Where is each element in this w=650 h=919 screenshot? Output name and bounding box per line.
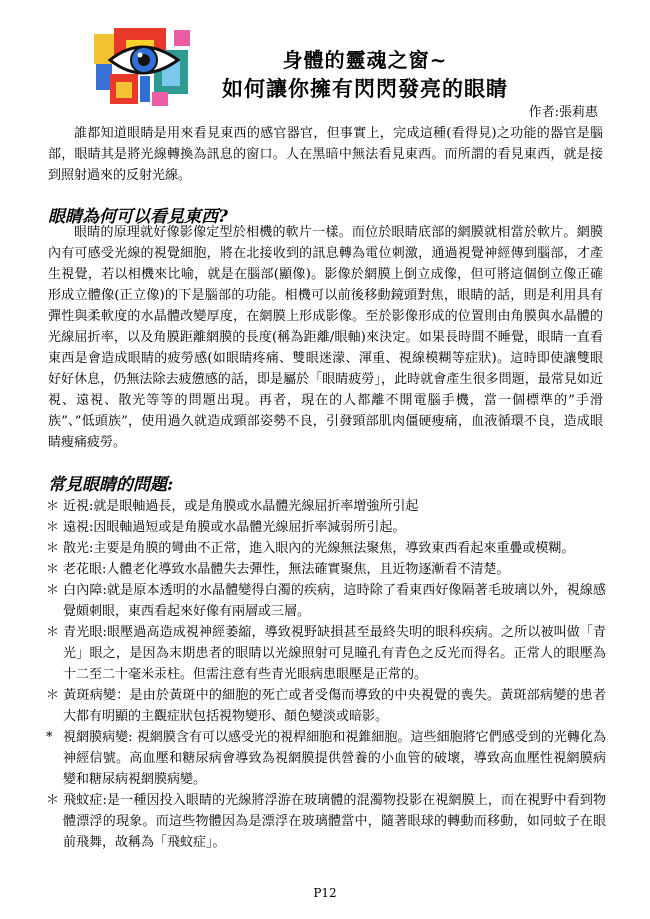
list-item [46,622,606,685]
eye-problem-list [46,496,606,853]
list-item-text: 白內障:就是原本透明的水晶體變得白濁的疾病，這時除了看東西好像隔著毛玻璃以外，視線感覺頗刺眼，東西看起來好像有兩層或三層。 [63,583,606,619]
list-item-text: 青光眼:眼壓過高造成視神經萎縮，導致視野缺損甚至最終失明的眼科疾病。之所以被叫做「青光」眼之，是因為末期患者的眼睛以光線照射可見瞳孔有青色之反光而得名。正常人的眼壓為十二至二十毫米汞柱。但需注意有些青光眼病患眼壓是正常的。 [63,625,606,682]
list-item [46,559,606,580]
list-item [46,517,606,538]
list-item [46,790,606,853]
bullet-star: ＊ [46,793,60,808]
list-item-text: 遠視:因眼軸過短或是角膜或水晶體光線屈折率減弱所引起。 [63,520,406,535]
list-item-text: 黃斑病變：是由於黃斑中的細胞的死亡或者受傷而導致的中央視覺的喪失。黃斑部病變的患者大都有明顯的主觀症狀包括視物變形、顏色變淡或暗影。 [63,688,606,724]
section-heading-common-problems: 常見眼睛的問題: [48,475,174,495]
list-item-text: 近視:就是眼軸過長，或是角膜或水晶體光線屈折率增強所引起 [63,499,419,514]
bullet-star: * [46,730,53,745]
bullet-star: ＊ [46,520,60,535]
list-item-text: 老花眼:人體老化導致水晶體失去彈性，無法確實聚焦，且近物逐漸看不清楚。 [63,562,510,577]
bullet-star: ＊ [46,541,60,556]
bullet-star: ＊ [46,625,60,640]
section-body-how-eyes-see: 眼睛的原理就好像影像定型於相機的軟片一樣。而位於眼睛底部的網膜就相當於軟片。網膜內有可感受光線的視覺細胞，將在北接收到的訊息轉為電位刺激，通過視覺神經傳到腦部，才產生視覺，若以相機來比喻，就是在腦部(顯像)。影像於網膜上倒立成像，但可將這個倒立像正確形成立體像(正立像)的下是腦部的功能。相機可以前後移動鏡頭對焦，眼睛的話，則是利用具有彈性與柔軟度的水晶體改變厚度，在網膜上形成影像。至於影像形成的位置則由角膜與水晶體的光線屈折率，以及角膜距離網膜的長度(稱為距離/眼軸)來決定。如果長時間不睡覺，眼睛一直看東西是會造成眼睛的疲勞感(如眼睛疼痛、雙眼迷濛、渾重、視線模糊等症狀)。這時即使讓雙眼好好休息，仍無法除去疲憊感的話，即是屬於「眼睛疲勞」，此時就會產生很多問題，最常見如近視、遠視、散光等等的問題出現。再者，現在的人都離不開電腦手機，當一個標準的”手滑族”、”低頭族”，使用過久就造成頸部姿勢不良，引發頸部肌肉僵硬瘦痛，血液循環不良，造成眼睛瘦痛疲勞。 [48,225,603,450]
page-title-line2: 如何讓你擁有閃閃發亮的眼睛 [222,76,508,101]
bullet-star: ＊ [46,583,60,598]
list-item [46,538,606,559]
section-heading-how-eyes-see: 眼睛為何可以看見東西? [48,207,228,227]
page-number: P12 [313,886,337,900]
bullet-star: ＊ [46,688,60,703]
list-item [46,496,606,517]
bullet-star: ＊ [46,562,60,577]
list-item [46,727,606,790]
page-title-line1: 身體的靈魂之窗~ [282,48,448,72]
list-item [46,580,606,622]
list-item-text: 散光:主要是角膜的彎曲不正常，進入眼內的光線無法聚焦，導致東西看起來重疊或模糊。 [63,541,575,556]
author-credit: 作者:張莉惠 [528,105,598,120]
list-item-text: 飛蚊症:是一種因投入眼睛的光線將浮游在玻璃體的混濁物投影在視網膜上，而在視野中看到物體漂浮的現象。而這些物體因為是漂浮在玻璃體當中，隨著眼球的轉動而移動，如同蚊子在眼前飛舞，故稱為「飛蚊症」。 [63,793,606,850]
list-item [46,685,606,727]
bullet-star: ＊ [46,499,60,514]
intro-paragraph: 誰都知道眼睛是用來看見東西的感官器官，但事實上，完成這種(看得見)之功能的器官是腦部，眼睛其是將光線轉換為訊息的窗口。人在黑暗中無法看見東西。而所謂的看見東西，就是接到照射過來的反射光線。 [48,126,603,183]
list-item-text: 視網膜病變: 視網膜含有可以感受光的視桿細胞和視錐細胞。這些細胞將它們感受到的光轉化為神經信號。高血壓和糖尿病會導致為視網膜提供營養的小血管的破壞，導致高血壓性視網膜病變和糖尿病視網膜病變。 [63,730,606,787]
